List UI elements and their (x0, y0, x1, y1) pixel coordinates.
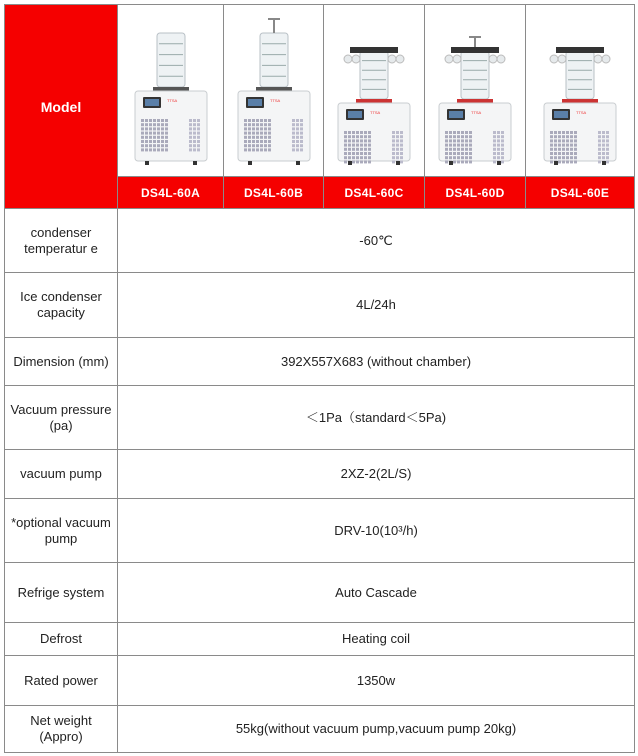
row-label: Net weight (Appro) (5, 706, 118, 753)
row-label: Rated power (5, 656, 118, 706)
row-value: Heating coil (118, 623, 635, 656)
row-value: DRV-10(10³/h) (118, 499, 635, 563)
row-label: *optional vacuum pump (5, 499, 118, 563)
svg-text:TTSA: TTSA (166, 97, 177, 103)
freeze-dryer-image (226, 11, 322, 171)
freeze-dryer-image (427, 11, 523, 171)
row-label: condenser temperatur e (5, 209, 118, 273)
row-value: 55kg(without vacuum pump,vacuum pump 20kg) (118, 706, 635, 753)
freeze-dryer-image (123, 11, 219, 171)
row-value: 2XZ-2(2L/S) (118, 450, 635, 499)
row-value: 4L/24h (118, 273, 635, 338)
model-name: DS4L-60C (324, 177, 425, 209)
row-label: Refrige system (5, 563, 118, 623)
row-label: Ice condenser capacity (5, 273, 118, 338)
row-label: Defrost (5, 623, 118, 656)
product-image-c (324, 5, 425, 177)
freeze-dryer-image (532, 11, 628, 171)
model-name: DS4L-60E (526, 177, 635, 209)
model-name: DS4L-60A (118, 177, 224, 209)
svg-text:TTSA: TTSA (471, 109, 482, 115)
svg-text:TTSA: TTSA (269, 97, 280, 103)
freeze-dryer-image (326, 11, 422, 171)
svg-text:TTSA: TTSA (576, 109, 587, 115)
spec-table (4, 4, 635, 753)
row-value: -60℃ (118, 209, 635, 273)
row-label: vacuum pump (5, 450, 118, 499)
model-name: DS4L-60D (425, 177, 526, 209)
product-image-e (526, 5, 635, 177)
product-image-a (118, 5, 224, 177)
row-label: Dimension (mm) (5, 338, 118, 386)
model-name: DS4L-60B (224, 177, 324, 209)
row-value: 1350w (118, 656, 635, 706)
model-header: Model (5, 5, 118, 209)
svg-text:TTSA: TTSA (370, 109, 381, 115)
row-value: 392X557X683 (without chamber) (118, 338, 635, 386)
row-value: ＜1Pa（standard＜5Pa) (118, 386, 635, 450)
product-image-d (425, 5, 526, 177)
row-value: Auto Cascade (118, 563, 635, 623)
row-label: Vacuum pressure (pa) (5, 386, 118, 450)
product-image-b (224, 5, 324, 177)
